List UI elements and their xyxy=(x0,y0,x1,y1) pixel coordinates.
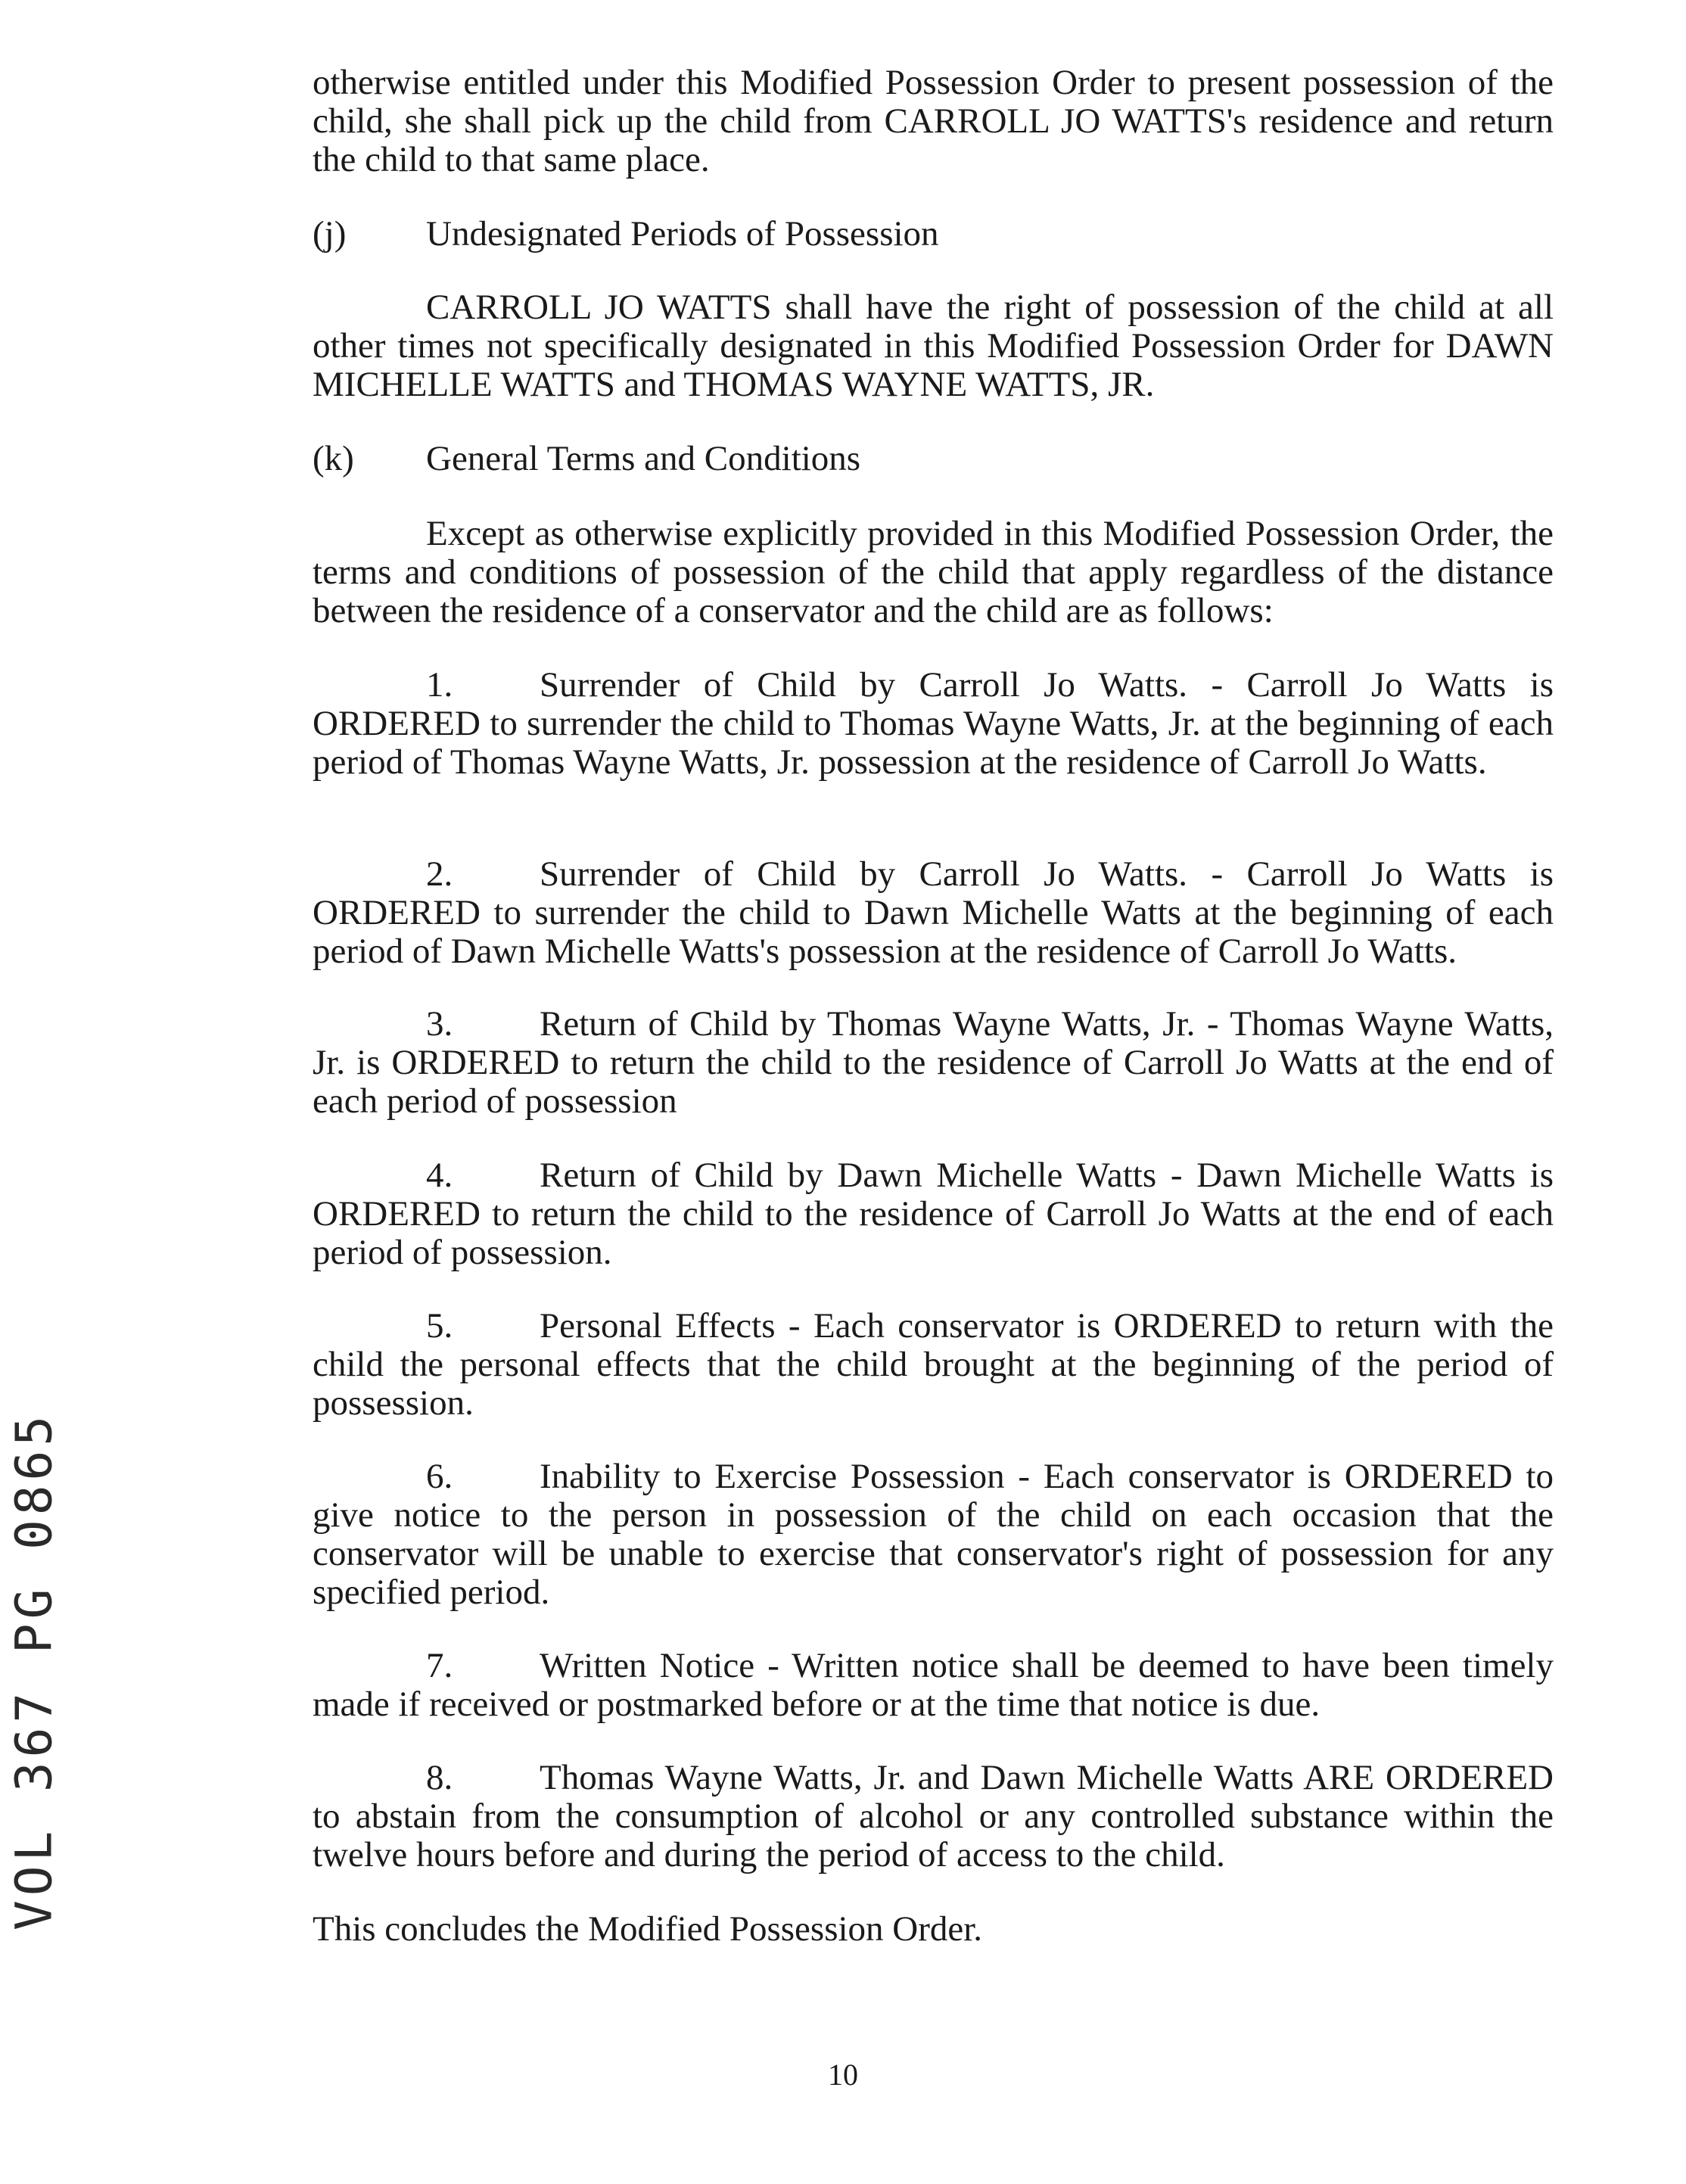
section-j-label: (j) xyxy=(313,214,347,254)
list-item-3 xyxy=(313,1005,1554,1121)
section-k-label: (k) xyxy=(313,439,354,478)
item-number: 7. xyxy=(426,1646,453,1685)
page-number: 10 xyxy=(828,2058,858,2092)
item-text: Personal Effects - Each conservator is ORDERED to return with the child the personal effects that the child brought at the beginning of the period of possession. xyxy=(313,1306,1554,1423)
section-j-heading xyxy=(313,215,1554,254)
list-item-4 xyxy=(313,1156,1554,1272)
item-number: 3. xyxy=(426,1004,453,1044)
continuation-paragraph: otherwise entitled under this Modified Possession Order to present possession of the child, she shall pick up the child from CARROLL JO WATTS's residence and return the child to that same place. xyxy=(313,63,1554,179)
item-number: 1. xyxy=(426,665,453,705)
closing-paragraph: This concludes the Modified Possession Order. xyxy=(313,1909,983,1949)
list-item-8 xyxy=(313,1759,1554,1874)
item-text: Thomas Wayne Watts, Jr. and Dawn Michelle Watts ARE ORDERED to abstain from the consumption of alcohol or any controlled substance within the twelve hours before and during the period of access to the child. xyxy=(313,1758,1554,1874)
item-text: Inability to Exercise Possession - Each conservator is ORDERED to give notice to the person in possession of the child on each occasion that the conservator will be unable to exercise that conservator's right of possession for any specified period. xyxy=(313,1457,1554,1612)
item-text: Surrender of Child by Carroll Jo Watts. - Carroll Jo Watts is ORDERED to surrender the child to Thomas Wayne Watts, Jr. at the beginning of each period of Thomas Wayne Watts, Jr. possession at the residence of Carroll Jo Watts. xyxy=(313,665,1554,782)
item-number: 5. xyxy=(426,1306,453,1346)
section-j-title: Undesignated Periods of Possession xyxy=(426,214,939,254)
item-text: Return of Child by Thomas Wayne Watts, Jr. - Thomas Wayne Watts, Jr. is ORDERED to return the child to the residence of Carroll Jo Watts at the end of each period of possession xyxy=(313,1004,1554,1121)
list-item-2 xyxy=(313,855,1554,971)
volume-page-stamp xyxy=(0,1411,68,1931)
volume-stamp-text: VOL 367 PG 0865 xyxy=(5,1411,64,1931)
list-item-1 xyxy=(313,666,1554,782)
item-number: 6. xyxy=(426,1457,453,1496)
item-number: 8. xyxy=(426,1758,453,1797)
item-number: 2. xyxy=(426,854,453,894)
item-number: 4. xyxy=(426,1156,453,1195)
list-item-7 xyxy=(313,1647,1554,1724)
item-text: Surrender of Child by Carroll Jo Watts. - Carroll Jo Watts is ORDERED to surrender the child to Dawn Michelle Watts at the beginning of each period of Dawn Michelle Watts's possession at the residence of Carroll Jo Watts. xyxy=(313,854,1554,971)
list-item-6 xyxy=(313,1458,1554,1612)
item-text: Written Notice - Written notice shall be deemed to have been timely made if received or postmarked before or at the time that notice is due. xyxy=(313,1646,1554,1724)
section-k-body: Except as otherwise explicitly provided in this Modified Possession Order, the terms and conditions of possession of the child that apply regardless of the distance between the residence of a conservator and the child are as follows: xyxy=(313,514,1554,630)
section-j-body: CARROLL JO WATTS shall have the right of possession of the child at all other times not specifically designated in this Modified Possession Order for DAWN MICHELLE WATTS and THOMAS WAYNE WATTS, JR. xyxy=(313,288,1554,404)
item-text: Return of Child by Dawn Michelle Watts - Dawn Michelle Watts is ORDERED to return the child to the residence of Carroll Jo Watts at the end of each period of possession. xyxy=(313,1156,1554,1272)
section-k-title: General Terms and Conditions xyxy=(426,439,861,478)
list-item-5 xyxy=(313,1307,1554,1423)
section-k-heading xyxy=(313,440,1554,478)
